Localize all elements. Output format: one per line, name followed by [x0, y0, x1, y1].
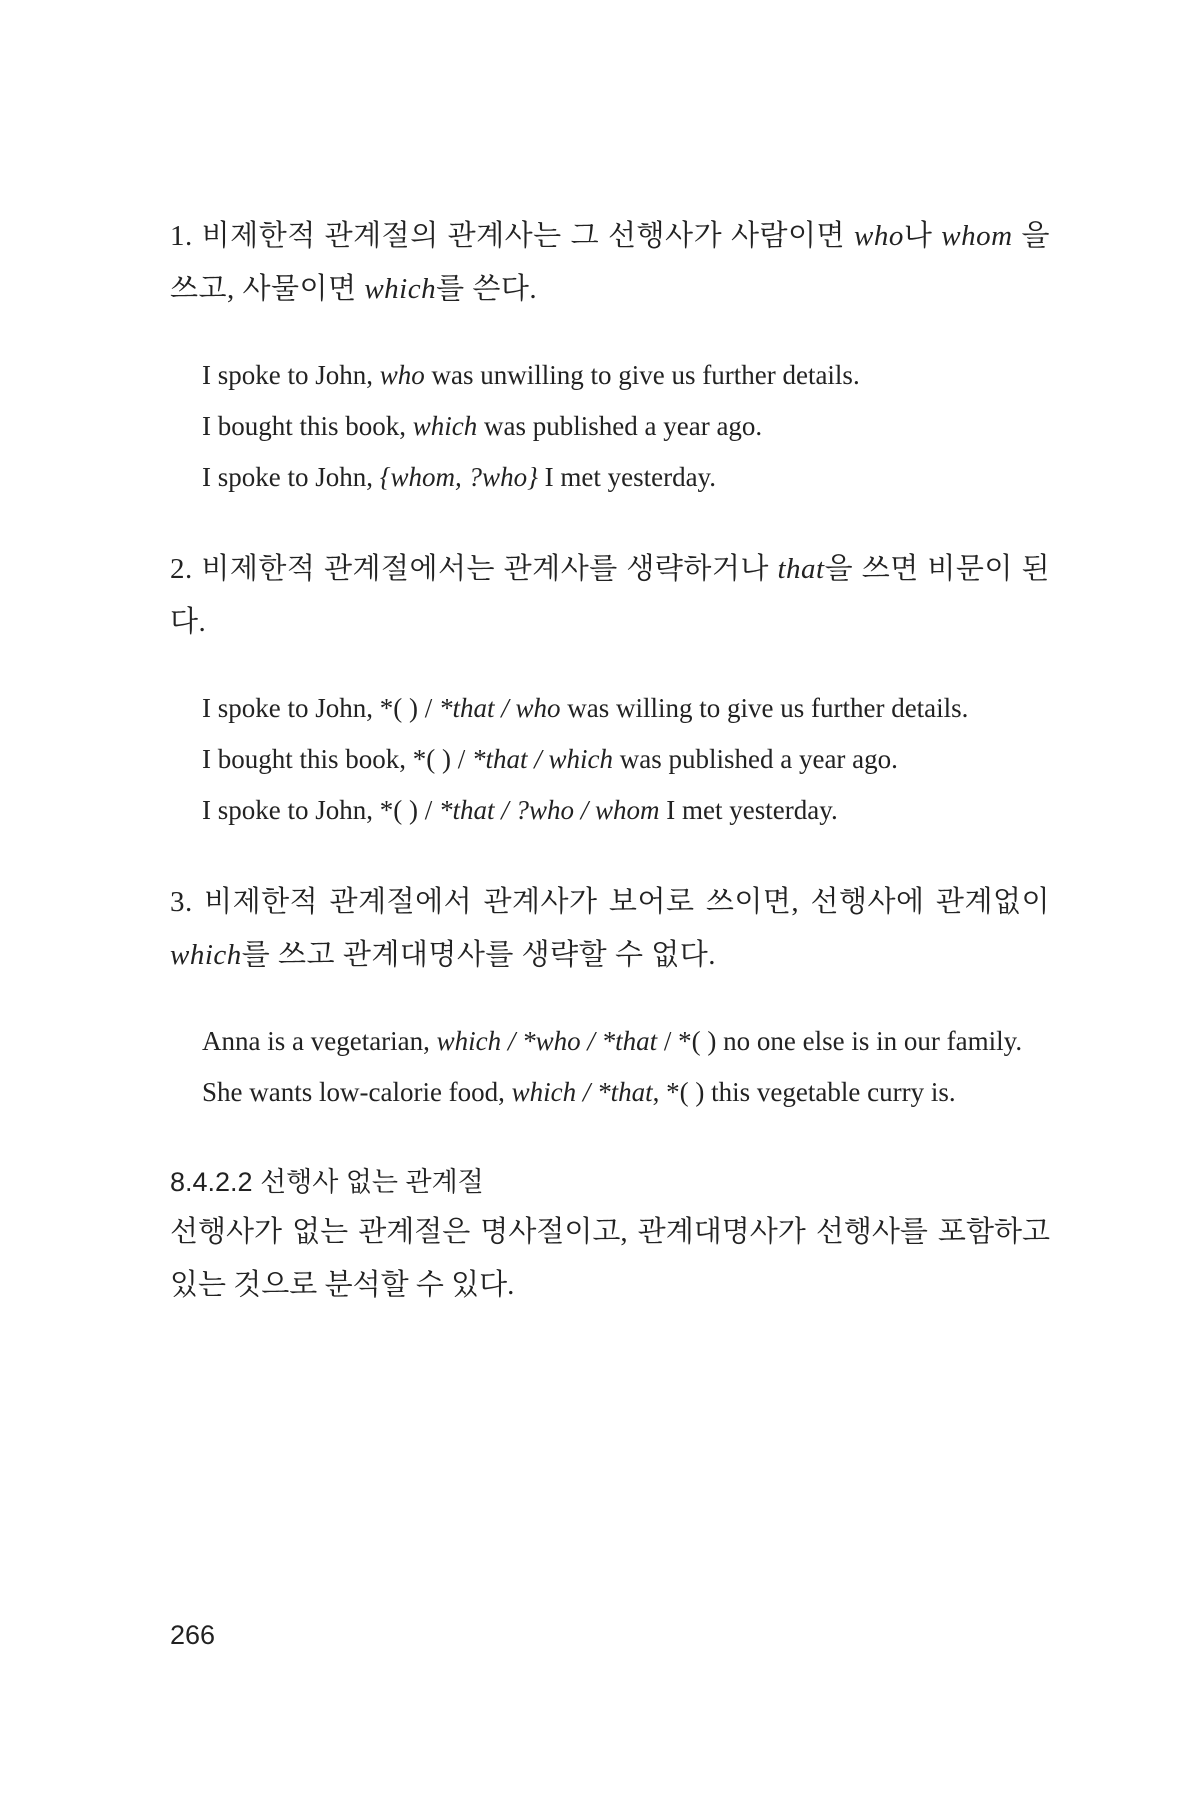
- example-text: She wants low-calorie food,: [202, 1077, 512, 1107]
- rule-2: [170, 543, 1050, 649]
- example-italic: which / *who / *that: [436, 1026, 658, 1056]
- example-sentence: [170, 1016, 1050, 1067]
- rule-1-text: 나: [903, 220, 942, 252]
- rule-1-italic-which: which: [364, 273, 437, 305]
- examples-2: [170, 683, 1050, 836]
- examples-1: [170, 350, 1050, 503]
- rule-1-italic-whom: whom: [941, 220, 1013, 252]
- example-text: was unwilling to give us further details.: [424, 360, 860, 390]
- example-text: I bought this book, *( ) /: [202, 744, 472, 774]
- example-italic: which / *that: [511, 1077, 653, 1107]
- example-italic: who: [379, 360, 425, 390]
- example-sentence: [170, 1067, 1050, 1118]
- rule-2-italic-that: that: [777, 553, 825, 585]
- example-text: I met yesterday.: [537, 462, 717, 492]
- rule-3-text: 를 쓰고 관계대명사를 생략할 수 없다.: [241, 939, 716, 971]
- rule-3-text: 3. 비제한적 관계절에서 관계사가 보어로 쓰이면, 선행사에 관계없이: [170, 886, 1050, 918]
- example-sentence: [170, 401, 1050, 452]
- example-italic: *that / which: [472, 744, 613, 774]
- rule-1: [170, 210, 1050, 316]
- example-text: I spoke to John, *( ) /: [202, 795, 439, 825]
- page-content: [170, 210, 1050, 1312]
- example-italic: {whom, ?who}: [379, 462, 538, 492]
- rule-2-text: 을 쓰면 비문이 된다.: [170, 553, 1050, 638]
- example-text: , *( ) this vegetable curry is.: [652, 1077, 956, 1107]
- example-text: I spoke to John,: [202, 360, 380, 390]
- example-text: was published a year ago.: [613, 744, 898, 774]
- rule-1-text: 1. 비제한적 관계절의 관계사는 그 선행사가 사람이면: [170, 220, 854, 252]
- example-text: I met yesterday.: [659, 795, 838, 825]
- example-text: Anna is a vegetarian,: [202, 1026, 437, 1056]
- example-text: / *( ) no one else is in our family.: [657, 1026, 1023, 1056]
- page-number: 266: [170, 1620, 216, 1650]
- example-sentence: [170, 350, 1050, 401]
- example-italic: which: [412, 411, 478, 441]
- example-italic: *that / who: [438, 693, 561, 723]
- rule-1-text: 을 쓰고, 사물이면: [170, 220, 1051, 305]
- example-sentence: [170, 683, 1050, 734]
- example-text: was willing to give us further details.: [560, 693, 969, 723]
- example-sentence: [170, 785, 1050, 836]
- examples-3: [170, 1016, 1050, 1118]
- example-text: was published a year ago.: [477, 411, 763, 441]
- example-text: I bought this book,: [202, 411, 413, 441]
- rule-3: [170, 876, 1050, 982]
- rule-1-italic-who: who: [854, 220, 904, 252]
- example-text: I spoke to John,: [202, 462, 380, 492]
- section-body: 선행사가 없는 관계절은 명사절이고, 관계대명사가 선행사를 포함하고 있는 것으로 분석할 수 있다.: [170, 1216, 1050, 1301]
- example-sentence: [170, 734, 1050, 785]
- rule-2-text: 2. 비제한적 관계절에서는 관계사를 생략하거나: [170, 553, 778, 585]
- rule-1-text: 를 쓴다.: [436, 273, 538, 305]
- example-italic: *that / ?who / whom: [438, 795, 660, 825]
- rule-3-italic-which: which: [170, 939, 242, 971]
- example-sentence: [170, 452, 1050, 503]
- example-text: I spoke to John, *( ) /: [202, 693, 439, 723]
- section-heading: 8.4.2.2 선행사 없는 관계절: [170, 1167, 484, 1197]
